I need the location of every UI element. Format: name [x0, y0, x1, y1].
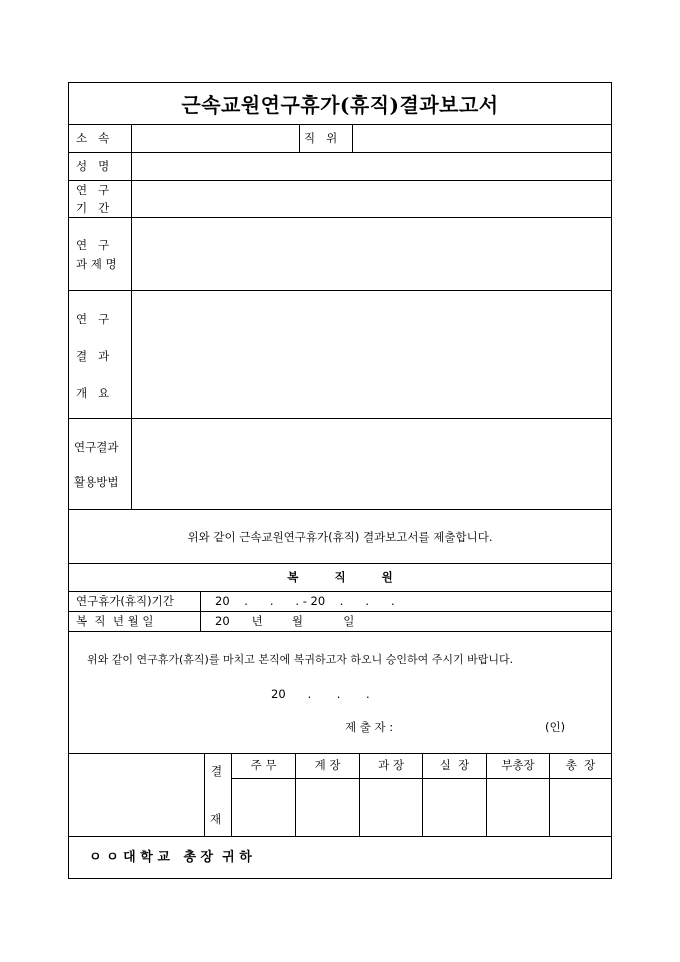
position-field[interactable] — [353, 125, 610, 152]
divider — [69, 753, 611, 754]
signature-box[interactable] — [232, 779, 294, 836]
signature-box[interactable] — [423, 779, 485, 836]
reinstatement-date-label: 복 직 년 월 일 — [76, 614, 154, 628]
submitter-field[interactable] — [409, 716, 539, 736]
divider — [200, 591, 201, 631]
signature-box[interactable] — [550, 779, 610, 836]
affiliation-field[interactable] — [132, 125, 298, 152]
approval-column-header: 실 장 — [439, 758, 470, 772]
approval-column-header: 총 장 — [565, 758, 596, 772]
divider — [69, 509, 611, 510]
usage-label-line2: 활용방법 — [74, 475, 119, 489]
usage-field[interactable] — [132, 419, 610, 509]
approval-label-bottom: 재 — [210, 812, 222, 826]
affiliation-label: 소 속 — [76, 131, 110, 145]
signature-box[interactable] — [487, 779, 548, 836]
approval-column-header: 계 장 — [314, 758, 341, 772]
results-field[interactable] — [132, 291, 610, 418]
submitter-label: 제 출 자 : — [345, 720, 394, 734]
results-label-line1: 연 구 — [76, 312, 110, 326]
results-label-line3: 개 요 — [76, 386, 110, 400]
divider — [69, 591, 611, 592]
seal-mark: (인) — [545, 720, 566, 734]
divider — [204, 753, 205, 836]
divider — [299, 124, 300, 152]
period-label-line1: 연 구 — [76, 183, 110, 197]
request-date[interactable]: 20 . . . — [271, 687, 370, 701]
addressee: ㅇ ㅇ 대 학 교 총 장 귀 하 — [89, 850, 252, 865]
signature-box[interactable] — [360, 779, 421, 836]
signature-box[interactable] — [296, 779, 358, 836]
submit-statement: 위와 같이 근속교원연구휴가(휴직) 결과보고서를 제출합니다. — [187, 530, 493, 544]
topic-field[interactable] — [132, 218, 610, 290]
usage-label-line1: 연구결과 — [74, 440, 119, 454]
divider — [69, 611, 611, 612]
results-label-line2: 결 과 — [76, 349, 110, 363]
approval-column-header: 주 무 — [250, 758, 277, 772]
topic-label-line1: 연 구 — [76, 238, 110, 252]
reinstatement-header: 복 직 원 — [287, 570, 393, 584]
report-form — [68, 82, 612, 879]
request-text: 위와 같이 연구휴가(휴직)를 마치고 본직에 복귀하고자 하오니 승인하여 주시기 바랍니다. — [87, 653, 514, 666]
name-field[interactable] — [132, 153, 610, 180]
approval-label-top: 결 — [211, 764, 223, 778]
approval-column-header: 부총장 — [501, 758, 535, 772]
leave-period-value[interactable]: 20 . . . - 20 . . . — [215, 594, 395, 608]
position-label: 직 위 — [304, 131, 338, 145]
period-field[interactable] — [132, 181, 610, 217]
divider — [69, 563, 611, 564]
approval-column-header: 과 장 — [378, 758, 404, 772]
divider — [69, 836, 611, 837]
period-label-line2: 기 간 — [76, 201, 110, 215]
name-label: 성 명 — [76, 159, 110, 173]
topic-label-line2: 과 제 명 — [76, 257, 117, 271]
leave-period-label: 연구휴가(휴직)기간 — [76, 594, 174, 608]
form-title: 근속교원연구휴가(휴직)결과보고서 — [181, 93, 499, 117]
divider — [69, 631, 611, 632]
reinstatement-date-value[interactable]: 20 년 월 일 — [215, 614, 355, 628]
